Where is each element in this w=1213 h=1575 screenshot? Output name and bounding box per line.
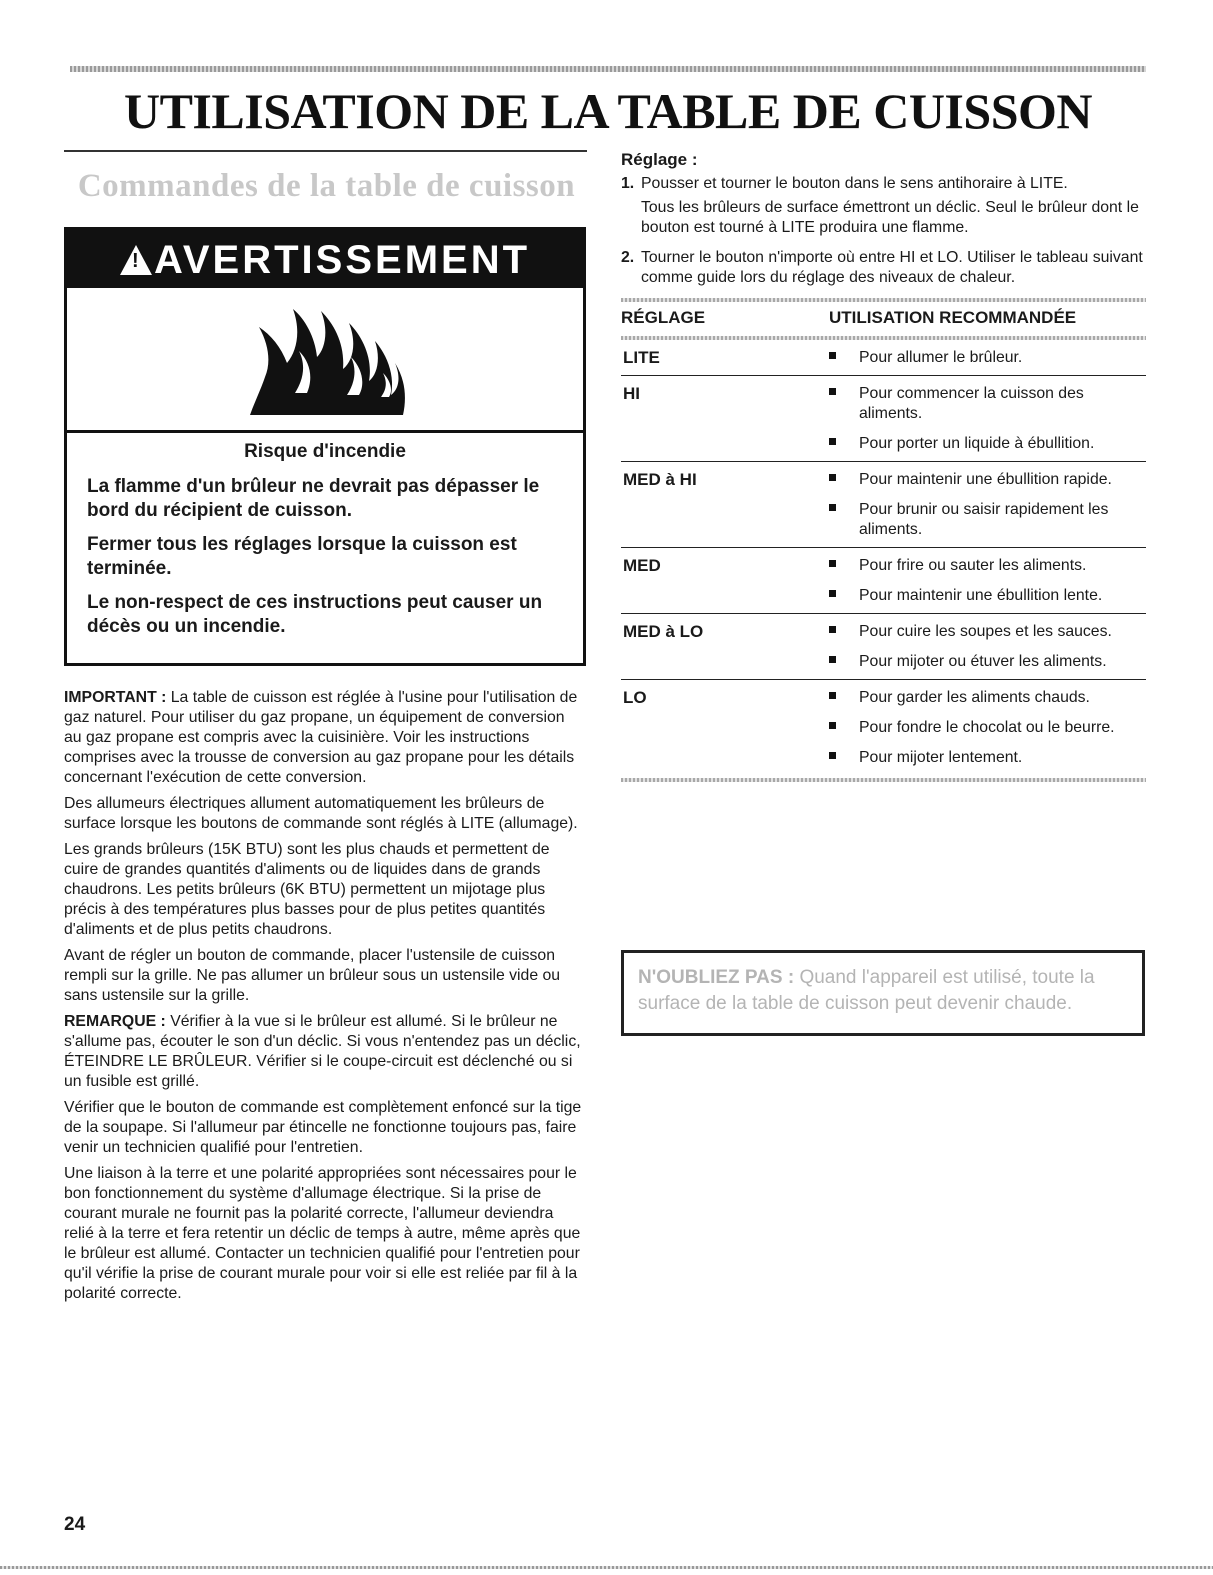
setting-cell: MED à HI — [623, 470, 697, 489]
usage-item — [829, 586, 1146, 606]
usage-text: Pour commencer la cuisson des aliments. — [859, 385, 1084, 422]
usage-text: Pour mijoter lentement. — [859, 749, 1023, 766]
reglage-label: Réglage : — [621, 150, 698, 169]
usage-text: Pour maintenir une ébullition rapide. — [859, 471, 1112, 488]
warning-line: Fermer tous les réglages lorsque la cuisson est terminée. — [87, 534, 517, 579]
usage-text: Pour mijoter ou étuver les aliments. — [859, 653, 1107, 670]
bullet-icon — [829, 748, 859, 768]
usage-cell — [829, 622, 1146, 672]
usage-text: Pour brunir ou saisir rapidement les aliments. — [859, 501, 1109, 538]
bullet-icon — [829, 348, 859, 368]
table-bottom-rule — [621, 778, 1146, 782]
setting-cell: LITE — [623, 348, 660, 367]
header-setting: RÉGLAGE — [621, 308, 706, 327]
table-row — [621, 462, 1146, 548]
usage-item — [829, 500, 1146, 540]
usage-item — [829, 622, 1146, 642]
usage-item — [829, 348, 1146, 368]
setting-cell: MED — [623, 556, 661, 575]
paragraph: Vérifier que le bouton de commande est complètement enfoncé sur la tige de la soupape. Si l'allumeur par étincelle ne fonctionne toujours pas, faire venir un technicien qualifié pour l'entretien. — [64, 1099, 582, 1156]
usage-text: Pour cuire les soupes et les sauces. — [859, 623, 1112, 640]
bullet-icon — [829, 384, 859, 424]
top-dotted-rule — [70, 66, 1146, 72]
remarque-text: Vérifier à la vue si le brûleur est allumé. Si le brûleur ne s'allume pas, écouter le son d'un déclic. Si vous n'entendez pas un déclic, ÉTEINDRE LE BRÛLEUR. Vérifier si le coupe-circuit est déclenché ou si un fusible est grillé. — [64, 1013, 581, 1090]
usage-item — [829, 434, 1146, 454]
important-label: IMPORTANT : — [64, 689, 167, 706]
step-instruction: Pousser et tourner le bouton dans le sens antihoraire à LITE. — [641, 175, 1068, 192]
usage-cell — [829, 384, 1146, 454]
step-instruction: Tourner le bouton n'importe où entre HI et LO. Utiliser le tableau suivant comme guide lors du réglage des niveaux de chaleur. — [641, 249, 1143, 286]
notice-text: Quand l'appareil est utilisé, toute la surface de la table de cuisson peut devenir chaude. — [638, 967, 1095, 1014]
right-column — [621, 150, 1146, 782]
page-title: UTILISATION DE LA TABLE DE CUISSON — [123, 83, 1093, 139]
paragraph: Avant de régler un bouton de commande, placer l'ustensile de cuisson rempli sur la grille. Ne pas allumer un brûleur sous un ustensile vide ou sans ustensile sur la grille. — [64, 947, 561, 1004]
table-row — [621, 340, 1146, 376]
bullet-icon — [829, 470, 859, 490]
step-text — [641, 248, 1144, 292]
warning-banner-label: AVERTISSEMENT — [153, 238, 531, 282]
paragraph: Les grands brûleurs (15K BTU) sont les plus chauds et permettent de cuire de grandes quantités d'aliments ou de liquides dans de grands chaudrons. Les petits brûleurs (6K BTU) permettent un mijotage plus précis à des températures plus basses pour de plus petites quantités d'aliments et de plus petits chaudrons. — [64, 841, 550, 938]
usage-item — [829, 556, 1146, 576]
bullet-icon — [829, 500, 859, 540]
step-number: 1. — [621, 175, 635, 192]
remarque-label: REMARQUE : — [64, 1013, 166, 1030]
warning-body — [67, 433, 583, 663]
bullet-icon — [829, 586, 859, 606]
warning-box — [64, 227, 586, 666]
step-subtext: Tous les brûleurs de surface émettront un déclic. Seul le brûleur dont le bouton est tourné à LITE produira une flamme. — [641, 199, 1139, 236]
usage-item — [829, 718, 1146, 738]
warning-line: La flamme d'un brûleur ne devrait pas dépasser le bord du récipient de cuisson. — [87, 476, 540, 521]
notice-box — [621, 950, 1145, 1036]
usage-text: Pour garder les aliments chauds. — [859, 689, 1090, 706]
bullet-icon — [829, 652, 859, 672]
step — [621, 248, 1146, 292]
bullet-icon — [829, 622, 859, 642]
warning-heading: Risque d'incendie — [244, 441, 406, 462]
fire-icon — [235, 297, 415, 422]
bottom-dotted-rule — [0, 1566, 1213, 1569]
bullet-icon — [829, 556, 859, 576]
warning-triangle-icon — [120, 245, 152, 275]
important-text: La table de cuisson est réglée à l'usine pour l'utilisation de gaz naturel. Pour utiliser du gaz propane, un équipement de conversion au gaz propane est compris avec la cuisinière. Voir les instructions comprises avec la trousse de conversion au gaz propane pour les détails concernant l'exécution de cette conversion. — [64, 689, 578, 786]
usage-item — [829, 688, 1146, 708]
settings-table — [621, 298, 1146, 782]
usage-item — [829, 470, 1146, 490]
usage-cell — [829, 470, 1146, 540]
usage-text: Pour allumer le brûleur. — [859, 349, 1023, 366]
step — [621, 174, 1146, 242]
table-row — [621, 680, 1146, 778]
left-column — [64, 150, 589, 1310]
warning-banner — [67, 230, 583, 288]
table-row — [621, 376, 1146, 462]
bullet-icon — [829, 688, 859, 708]
usage-item — [829, 748, 1146, 768]
step-text — [641, 174, 1144, 242]
header-usage: UTILISATION RECOMMANDÉE — [829, 308, 1077, 327]
table-row — [621, 614, 1146, 680]
section-rule — [64, 150, 587, 152]
remarque-paragraph — [64, 1012, 586, 1092]
bullet-icon — [829, 434, 859, 454]
body-text — [64, 688, 586, 1304]
section-title: Commandes de la table de cuisson — [77, 168, 576, 204]
fire-illustration — [67, 288, 583, 433]
usage-cell — [829, 688, 1146, 768]
usage-cell — [829, 348, 1146, 368]
usage-text: Pour frire ou sauter les aliments. — [859, 557, 1087, 574]
usage-text: Pour maintenir une ébullition lente. — [859, 587, 1103, 604]
paragraph: Une liaison à la terre et une polarité appropriées sont nécessaires pour le bon fonctionnement du système d'allumage électrique. Si la prise de courant murale ne fournit pas la polarité correcte, l'allumeur deviendra relié à la terre et fera retentir un déclic de temps à autre, même après que le brûleur est allumé. Contacter un technicien qualifié pour l'entretien pour qu'il vérifie la prise de courant murale pour voir si elle est reliée par fil à la polarité correcte. — [64, 1165, 581, 1302]
setting-cell: HI — [623, 384, 640, 403]
step-number: 2. — [621, 249, 635, 266]
usage-text: Pour porter un liquide à ébullition. — [859, 435, 1095, 452]
setting-cell: MED à LO — [623, 622, 704, 641]
paragraph: Des allumeurs électriques allument automatiquement les brûleurs de surface lorsque les boutons de commande sont réglés à LITE (allumage). — [64, 795, 578, 832]
setting-cell: LO — [623, 688, 647, 707]
usage-text: Pour fondre le chocolat ou le beurre. — [859, 719, 1115, 736]
important-paragraph — [64, 688, 586, 788]
table-header — [621, 302, 1146, 336]
usage-cell — [829, 556, 1146, 606]
table-row — [621, 548, 1146, 614]
notice-label: N'OUBLIEZ PAS : — [638, 967, 795, 988]
bullet-icon — [829, 718, 859, 738]
warning-line: Le non-respect de ces instructions peut causer un décès ou un incendie. — [87, 592, 543, 637]
usage-item — [829, 384, 1146, 424]
usage-item — [829, 652, 1146, 672]
page-number: 24 — [64, 1514, 86, 1535]
